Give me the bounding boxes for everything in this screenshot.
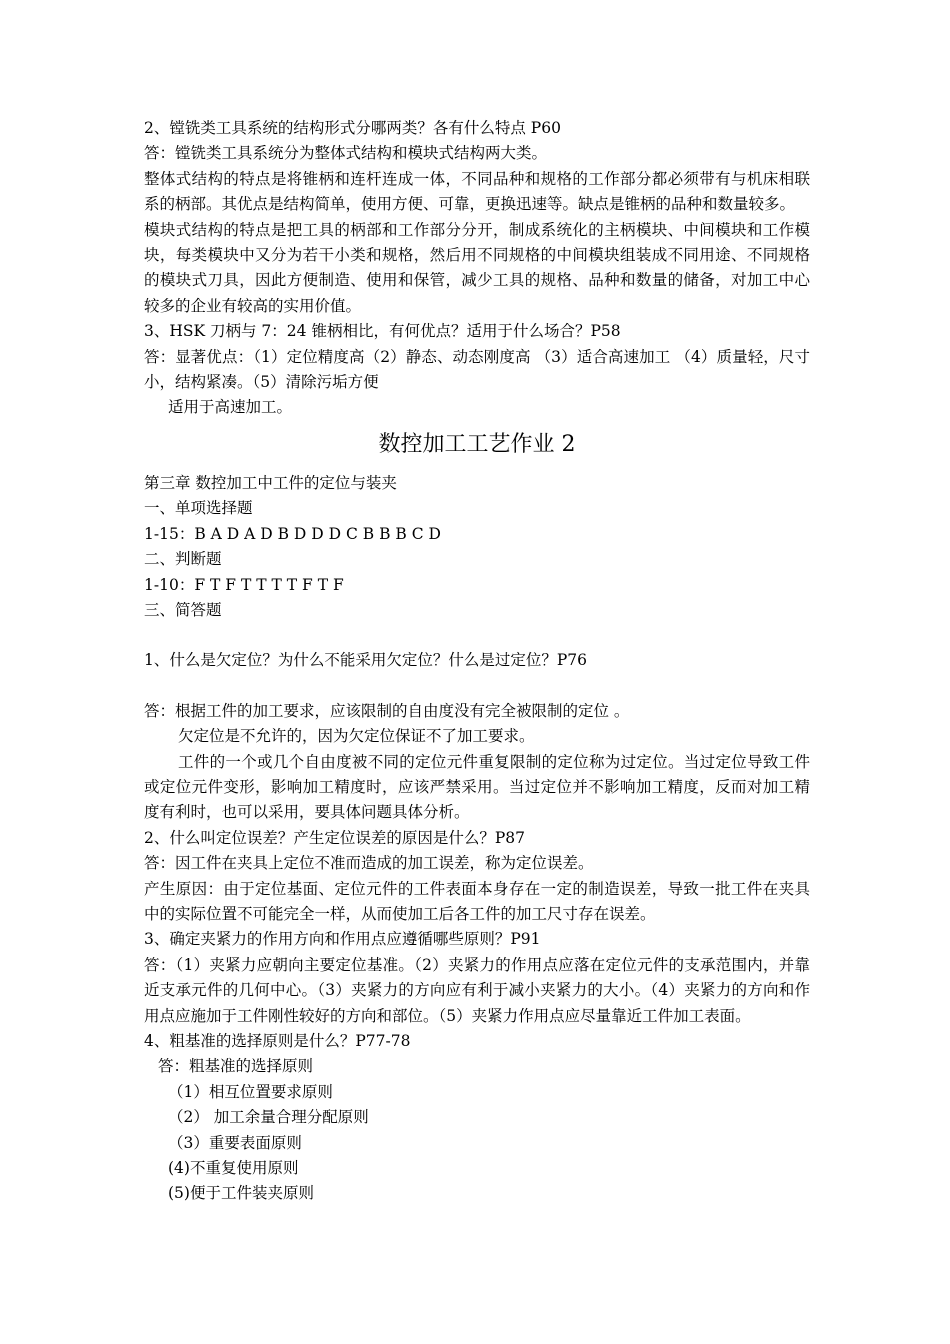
document-body — [144, 116, 810, 1207]
answer-4-item: (4)不重复使用原则 — [168, 1159, 299, 1178]
part-1-heading: 一、单项选择题 — [144, 499, 253, 518]
answer-4-item: (5)便于工件装夹原则 — [168, 1184, 314, 1203]
answer-1-line-1: 答：根据工件的加工要求，应该限制的自由度没有完全被限制的定位 。 — [144, 701, 630, 720]
question-1-under-positioning: 1、什么是欠定位？为什么不能采用欠定位？什么是过定位？P76 — [144, 651, 588, 670]
answer-2-cause: 产生原因：由于定位基面、定位元件的工件表面本身存在一定的制造误差，导致一批工件在夹具中的实际位置不可能完全一样，从而使加工后各工件的加工尺寸存在误差。 — [144, 879, 810, 923]
answer-4-item: （3）重要表面原则 — [168, 1133, 302, 1152]
answer-1-over-positioning: 工件的一个或几个自由度被不同的定位元件重复限制的定位称为过定位。当过定位导致工件或定位元件变形，影响加工精度时，应该严禁采用。当过定位并不影响加工精度，反而对加工精度有利时，也可以采用，要具体问题具体分析。 — [144, 752, 810, 822]
chapter-heading: 第三章 数控加工中工件的定位与装夹 — [144, 473, 397, 492]
part-2-answers: 1-10：F T F T T T T F T F — [144, 575, 344, 594]
answer-1-line-2: 欠定位是不允许的，因为欠定位保证不了加工要求。 — [178, 727, 535, 746]
answer-3-application: 适用于高速加工。 — [168, 398, 293, 417]
spacer — [144, 623, 810, 648]
question-3-clamping-force: 3、确定夹紧力的作用方向和作用点应遵循哪些原则？P91 — [144, 930, 541, 949]
question-4-rough-datum: 4、粗基准的选择原则是什么？P77-78 — [144, 1032, 411, 1050]
answer-2-modular-structure: 模块式结构的特点是把工具的柄部和工作部分分开，制成系统化的主柄模块、中间模块和工作模块，每类模块中又分为若干小类和规格，然后用不同规格的中间模块组装成不同用途、不同规格的模块式刀具，因此方便制造、使用和保管，减少工具的规格、品种和数量的储备，对加工中心较多的企业有较高的实用价值。 — [144, 220, 810, 315]
question-2-positioning-error: 2、什么叫定位误差？产生定位误差的原因是什么？P87 — [144, 828, 526, 847]
answer-4-item: （2） 加工余量合理分配原则 — [168, 1108, 369, 1127]
part-3-heading: 三、简答题 — [144, 600, 222, 619]
answer-4-item: （1）相互位置要求原则 — [168, 1082, 333, 1101]
answer-2-line-1: 答：镗铣类工具系统分为整体式结构和模块式结构两大类。 — [144, 144, 548, 163]
question-3-hsk: 3、HSK 刀柄与 7：24 锥柄相比，有何优点？适用于什么场合？P58 — [144, 322, 621, 341]
answer-3-clamping-principles: 答：（1）夹紧力应朝向主要定位基准。（2）夹紧力的作用点应落在定位元件的支承范围内，并靠近支承元件的几何中心。（3）夹紧力的方向应有利于减小夹紧力的大小。（4）夹紧力的方向和作用点应施加于工件刚性较好的方向和部位。（5）夹紧力作用点应尽量靠近工件加工表面。 — [144, 955, 810, 1025]
spacer — [144, 674, 810, 699]
answer-2-integral-structure: 整体式结构的特点是将锥柄和连杆连成一体，不同品种和规格的工作部分都必须带有与机床相联系的柄部。其优点是结构简单，使用方便、可靠，更换迅速等。缺点是锥柄的品种和数量较多。 — [144, 169, 810, 214]
answer-2-definition: 答：因工件在夹具上定位不准而造成的加工误差，称为定位误差。 — [144, 854, 594, 873]
answer-4-heading: 答：粗基准的选择原则 — [158, 1057, 314, 1076]
assignment-title: 数控加工工艺作业 2 — [378, 431, 576, 457]
part-2-heading: 二、判断题 — [144, 550, 222, 569]
part-1-answers: 1-15：B A D A D B D D D C B B B C D — [144, 524, 441, 543]
answer-3-advantages: 答：显著优点：（1）定位精度高（2）静态、动态刚度高 （3）适合高速加工 （4）质量轻，尺寸小，结构紧凑。（5）清除污垢方便 — [144, 347, 810, 392]
question-2-tool-system: 2、镗铣类工具系统的结构形式分哪两类？各有什么特点 P60 — [144, 119, 561, 137]
